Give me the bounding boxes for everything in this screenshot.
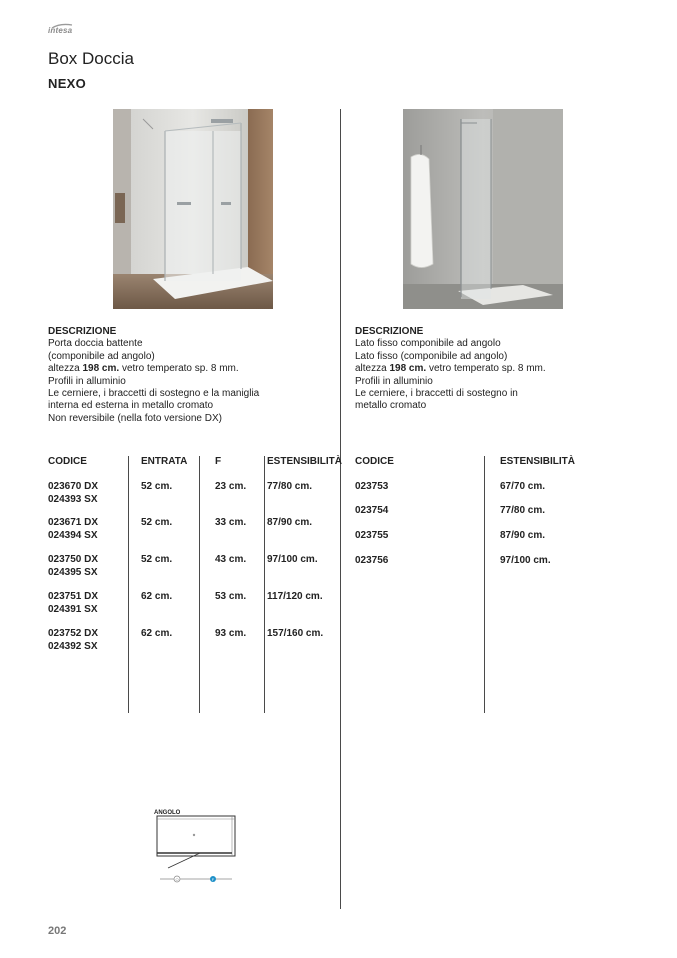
page-title: Box Doccia <box>48 49 134 68</box>
column-header-codice: CODICE <box>48 456 87 467</box>
description-line: Porta doccia battente <box>48 338 143 350</box>
table-cell-code: 023753 <box>355 481 389 492</box>
table-cell-f: 23 cm. <box>215 481 247 492</box>
table-cell-est: 87/90 cm. <box>267 517 313 528</box>
column-header-codice: CODICE <box>355 456 394 467</box>
table-row-code: 023670 DX 024393 SX <box>48 481 99 505</box>
table-cell-est: 87/90 cm. <box>500 530 546 541</box>
table-cell-entrata: 52 cm. <box>141 517 173 528</box>
table-cell-est: 77/80 cm. <box>267 481 313 492</box>
table-cell-entrata: 62 cm. <box>141 591 173 602</box>
column-divider <box>340 109 341 909</box>
table-divider-right <box>484 456 485 713</box>
description-line: metallo cromato <box>355 400 427 412</box>
description-line: (componibile ad angolo) <box>48 350 155 362</box>
column-header-estensibilita: ESTENSIBILITÀ <box>267 456 343 467</box>
description-line: Lato fisso (componibile ad angolo) <box>355 350 508 362</box>
table-cell-est: 97/100 cm. <box>500 555 551 566</box>
column-header-f: F <box>215 456 222 467</box>
description-line: altezza 198 cm. vetro temperato sp. 8 mm. <box>355 363 546 375</box>
description-line: Le cerniere, i braccetti di sostegno e la maniglia <box>48 388 260 400</box>
table-cell-est: 157/160 cm. <box>267 628 324 639</box>
table-cell-est: 117/120 cm. <box>267 591 323 602</box>
description-line: Le cerniere, i braccetti di sostegno in <box>355 388 518 400</box>
table-divider-3 <box>264 456 265 713</box>
table-row-code: 023751 DX 024391 SX <box>48 591 99 615</box>
description-line: Lato fisso componibile ad angolo <box>355 338 501 350</box>
table-divider-2 <box>199 456 200 713</box>
table-cell-f: 43 cm. <box>215 554 247 565</box>
product-photo-fixed-panel <box>403 109 563 309</box>
table-cell-est: 67/70 cm. <box>500 481 546 492</box>
table-divider-1 <box>128 456 129 713</box>
description-right <box>355 326 595 413</box>
table-cell-f: 33 cm. <box>215 517 247 528</box>
column-header-entrata: ENTRATA <box>141 456 188 467</box>
table-row-code: 023752 DX 024392 SX <box>48 628 99 652</box>
table-cell-f: 93 cm. <box>215 628 247 639</box>
table-cell-est: 97/100 cm. <box>267 554 318 565</box>
description-line: Profili in alluminio <box>48 375 126 387</box>
description-heading: DESCRIZIONE <box>48 326 117 337</box>
description-line: Non reversibile (nella foto versione DX) <box>48 412 222 424</box>
table-cell-entrata: 52 cm. <box>141 554 173 565</box>
svg-text:O: O <box>175 877 179 882</box>
table-cell-est: 77/80 cm. <box>500 505 546 516</box>
diagram-label: ANGOLO <box>154 810 181 816</box>
table-cell-entrata: 62 cm. <box>141 628 173 639</box>
product-name: NEXO <box>48 76 87 91</box>
description-line: Profili in alluminio <box>355 375 433 387</box>
table-row-code: 023671 DX 024394 SX <box>48 517 99 541</box>
angle-installation-diagram <box>152 806 242 886</box>
description-line: interna ed esterna in metallo cromato <box>48 400 214 412</box>
brand-name: intesa <box>48 26 73 35</box>
table-cell-code: 023754 <box>355 505 389 516</box>
description-line: altezza 198 cm. vetro temperato sp. 8 mm. <box>48 363 239 375</box>
svg-text:F: F <box>211 877 215 882</box>
table-cell-entrata: 52 cm. <box>141 481 173 492</box>
column-header-estensibilita: ESTENSIBILITÀ <box>500 456 576 467</box>
description-left <box>48 326 328 425</box>
table-cell-f: 53 cm. <box>215 591 247 602</box>
page-number: 202 <box>48 925 67 937</box>
description-heading: DESCRIZIONE <box>355 326 424 337</box>
table-cell-code: 023755 <box>355 530 389 541</box>
table-row-code: 023750 DX 024395 SX <box>48 554 99 578</box>
product-photo-door <box>113 109 273 309</box>
table-cell-code: 023756 <box>355 555 389 566</box>
